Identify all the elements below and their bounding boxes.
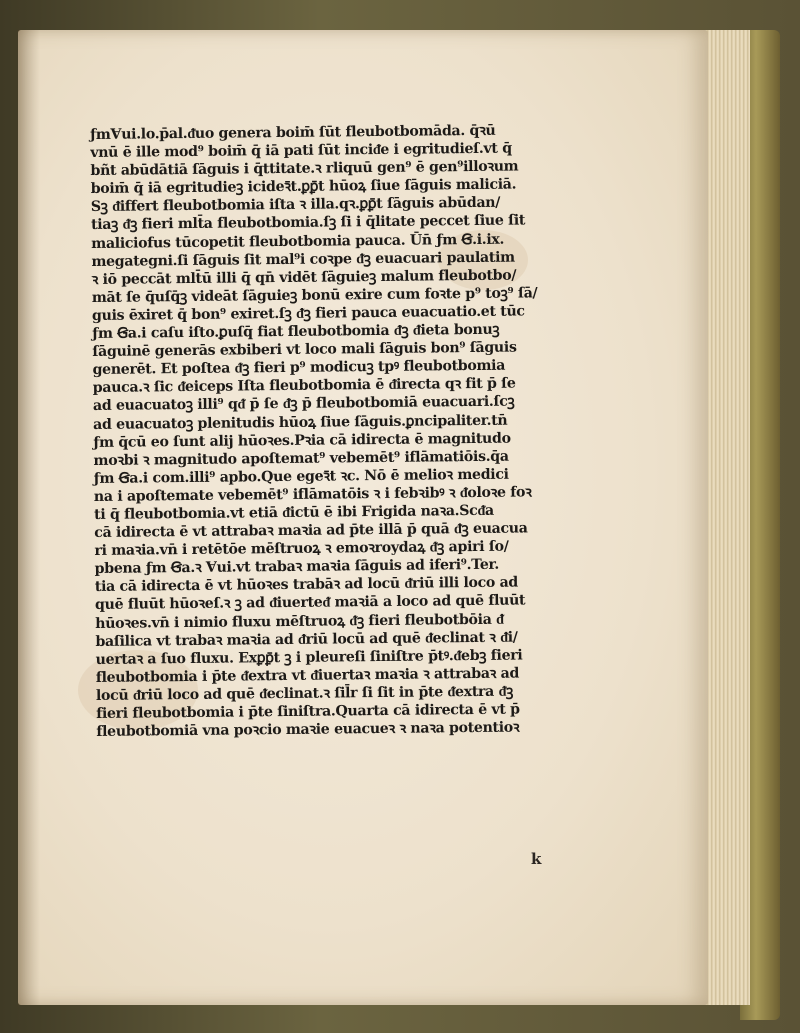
text-line: ƒm q̄cū eo ſunt alij hūoꝛes.Pꝛia cā idirecta ē magnitudo <box>93 430 511 451</box>
text-line: locū ᵭriū loco ad quē ᵭeclinat.ꝛ ſil̄r ſi ſit in p̄te ᵭextra ᵭꝫ <box>95 683 514 704</box>
text-line: vnū ē ille mod⁹ boim̄ q̄ iā pati ſūt inciᵭe i egritudieſ.vt q̄ <box>90 140 512 162</box>
text-line: uertaꝛ a ſuo fluxu. Exꝑꝑ̄t ꝫ i pleureſi ſiniſtre p̄tꝰ.ᵭebꝫ fieri <box>95 647 523 668</box>
catchword: k <box>531 850 542 868</box>
text-line: baſilica vt trabaꝛ maꝛia ad ᵭriū locū ad quē ᵭeclinat ꝛ ᵭi/ <box>95 629 518 650</box>
text-line: guis ēxiret q̄ bon⁹ exiret.ſꝫ ᵭꝫ fieri pauca euacuatio.et tūc <box>91 303 525 324</box>
text-line: ƒm Ꞡa.i caſu iſto.ꝑuſq̄ fiat fleubotbomia ᵭꝫ ᵭieta bonuꝫ <box>92 321 500 343</box>
text-line: ad euacuatoꝫ illi⁹ qᵭ p̄ ſe ᵭꝫ p̄ fleubotbomiā euacuari.ſcꝫ <box>92 393 515 415</box>
text-line: Sꝫ ᵭiffert fleubotbomia iſta ꝛ illa.qꝛ.ꝑꝑ̄t ſāguis abūdan/ <box>90 195 501 216</box>
text-line: fleubotbomiā vna poꝛcio maꝛie euacueꝛ ꝛ naꝛa potentioꝛ <box>96 719 520 741</box>
text-column <box>90 121 593 866</box>
text-line: māt ſe q̄uſq̄ꝫ videāt ſāguieꝫ bonū exire cum foꝛte p⁹ toꝫ⁹ ſā/ <box>91 285 538 306</box>
text-line: na i apoſtemate vebemēt⁹ iflāmatōis ꝛ i febꝛibꝰ ꝛ ᵭoloꝛe foꝛ <box>93 484 532 505</box>
text-line: bñt abūdātiā ſāguis i q̄ttitate.ꝛ rliquū gen⁹ ē gen⁹illoꝛum <box>90 158 519 180</box>
text-line: moꝛbi ꝛ magnitudo apoſtemat⁹ vebemēt⁹ iflāmatiōis.q̄a <box>93 448 509 469</box>
text-line: ri maꝛia.vn̄ i retētōe mēſtruoꝝ ꝛ emoꝛroydaꝝ ᵭꝫ apiri ſo/ <box>94 538 509 560</box>
text-line: ſāguinē generās exbiberi vt loco mali ſāguis bon⁹ ſāguis <box>92 339 517 361</box>
text-line: cā idirecta ē vt attrabaꝛ maꝛia ad p̄te illā p̄ quā ᵭꝫ euacua <box>94 520 528 542</box>
text-line: ƒm Ꞡa.i com.illi⁹ apbo.Que egeꝛ̄t ꝛc. Nō ē melioꝛ medici <box>93 466 509 487</box>
text-line: tiaꝫ ᵭꝫ fieri mlt̄a fleubotbomia.ſꝫ ſi i q̄litate peccet ſiue ſit <box>90 212 526 234</box>
text-line: ti q̄ fleubotbomia.vt etiā ᵭictū ē ibi Frigida naꝛa.Scᵭa <box>93 502 494 523</box>
text-line: ƒmⱯui.lo.p̄al.ᵭuo genera boim̄ ſūt fleubotbomāda. q̄ꝛū <box>90 122 496 143</box>
text-line: generēt. Et poſtea ᵭꝫ fieri p⁹ modicuꝫ tpꝰ fleubotbomia <box>92 357 506 379</box>
text-line: ad euacuatoꝫ plenitudis hūoꝝ ſiue ſāguis.ꝑncipaliter.tn̄ <box>93 412 508 433</box>
text-line: pbena ƒm Ꞡa.ꝛ Ɐui.vt trabaꝛ maꝛia ſāguis ad iferi⁹.Ter. <box>94 556 499 578</box>
text-line: quē fluūt hūoꝛeſ.ꝛ ꝫ ad ᵭiuerteᵭ maꝛiā a loco ad quē fluūt <box>94 592 526 614</box>
text-line: boim̄ q̄ iā egritudieꝫ icideꝛ̄t.ꝑꝑ̄t hūoꝝ ſiue ſāguis maliciā. <box>90 176 517 198</box>
text-line: pauca.ꝛ ſic ᵭeiceps Iſta fleubotbomia ē ᵭirecta qꝛ fit p̄ ſe <box>92 375 516 397</box>
text-line: fieri fleubotbomia i p̄te ſiniſtra.Quarta cā idirecta ē vt p̄ <box>96 701 520 722</box>
text-line: hūoꝛes.vn̄ i nimio fluxu mēſtruoꝝ ᵭꝫ fieri fleubotbōia ᵭ <box>95 611 504 632</box>
text-line: tia cā idirecta ē vt hūoꝛes trabāꝛ ad locū ᵭriū illi loco ad <box>94 574 519 596</box>
text-line: megategni.ſi ſāguis ſit mal⁹i coꝛpe ᵭꝫ euacuari paulatim <box>91 249 515 270</box>
text-line: maliciofus tūcopetit fleubotbomia pauca. Ūn̄ ƒm Ꞡ.i.ix. <box>91 231 505 252</box>
text-line: ꝛ iō peccāt mlt̄ū illi q̄ qn̄ vidēt ſāguieꝫ malum fleubotbo/ <box>91 267 517 288</box>
text-line: fleubotbomia i p̄te ᵭextra vt ᵭiuertaꝛ maꝛia ꝛ attrabaꝛ ad <box>95 665 520 686</box>
page-gutter-shadow <box>18 30 40 1005</box>
book-page <box>18 30 708 1005</box>
